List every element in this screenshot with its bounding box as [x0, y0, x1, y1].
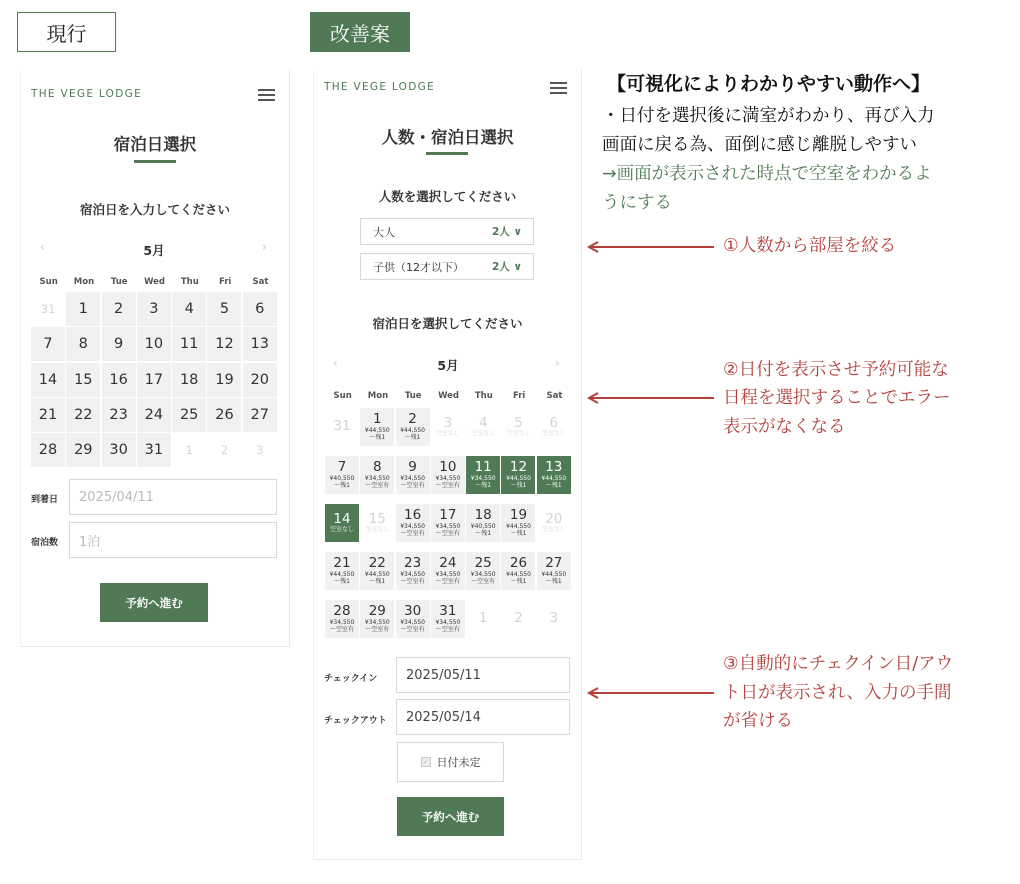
calendar-day[interactable]: 31 [137, 433, 171, 467]
day-status: 〜空室有 [365, 626, 390, 634]
day-price: ¥44,550 [329, 571, 355, 579]
calendar-day[interactable] [431, 552, 465, 590]
day-price: ¥34,550 [364, 619, 390, 627]
day-status: 空室なし [506, 430, 531, 438]
calendar-day[interactable] [431, 504, 465, 542]
calendar-day[interactable] [396, 504, 430, 542]
day-number: 31 [439, 602, 457, 619]
weekday-label: Sat [252, 277, 269, 287]
calendar-day[interactable]: 21 [31, 398, 65, 432]
calendar-grid [325, 408, 571, 638]
calendar-month: 5月 [437, 358, 459, 373]
calendar-day[interactable]: 10 [137, 327, 171, 361]
child-value: 2人 ∨ [492, 261, 522, 273]
day-price: ¥34,550 [400, 475, 425, 483]
day-status: 〜空室有 [400, 626, 425, 634]
day-status: 〜空室有 [400, 530, 425, 538]
day-number: 27 [545, 554, 563, 571]
day-status: 空室なし [541, 430, 566, 438]
day-status: 空室なし [435, 430, 460, 438]
checkout-input[interactable]: 2025/05/14 [396, 699, 570, 735]
day-price: ¥44,550 [541, 571, 567, 579]
day-status: 〜空室有 [435, 626, 460, 634]
weekday-label: Mon [367, 391, 389, 401]
proceed-button[interactable]: 予約へ進む [397, 797, 504, 836]
calendar-day[interactable]: 26 [207, 398, 241, 432]
day-price: ¥44,550 [541, 475, 567, 483]
day-number: 31 [333, 418, 351, 435]
day-status: 空室なし [365, 526, 390, 534]
annotation-point-3-line3: が省ける [723, 711, 793, 731]
title-underline [426, 152, 468, 155]
annotation-title: 【可視化によりわかりやすい動作へ】 [607, 73, 931, 95]
day-status: 〜空室有 [471, 578, 496, 586]
day-number: 17 [439, 506, 457, 523]
calendar-day[interactable]: 6 [243, 292, 277, 326]
day-number: 16 [404, 506, 422, 523]
calendar-day[interactable] [396, 552, 430, 590]
day-status: 〜残1 [369, 434, 386, 442]
day-status: 〜空室有 [329, 626, 354, 634]
calendar-day[interactable] [396, 456, 430, 494]
calendar-day[interactable]: 20 [243, 363, 277, 397]
day-status: 空室なし [471, 430, 496, 438]
title-underline [134, 160, 176, 163]
calendar-day [501, 600, 535, 638]
weekday-header [325, 391, 572, 401]
calendar-day [537, 408, 571, 446]
child-select[interactable] [360, 253, 534, 280]
day-number: 29 [368, 602, 386, 619]
day-price: ¥34,550 [400, 571, 425, 579]
weekday-label: Fri [218, 277, 232, 287]
day-price: ¥34,550 [470, 475, 496, 483]
calendar-day: 31 [40, 302, 56, 316]
weekday-label: Wed [144, 277, 165, 287]
day-number: 19 [509, 506, 528, 523]
day-price: ¥44,550 [506, 571, 531, 579]
day-number: 2 [514, 610, 523, 627]
weekday-label: Fri [512, 391, 526, 401]
calendar-day[interactable]: 11 [172, 327, 206, 361]
calendar-day [537, 600, 571, 638]
day-number: 24 [439, 554, 457, 571]
day-price: ¥40,550 [470, 523, 496, 531]
calendar-day[interactable]: 17 [137, 363, 171, 397]
calendar-day: 1 [185, 443, 193, 458]
calendar-day[interactable] [537, 552, 571, 590]
day-number: 14 [333, 510, 351, 527]
day-price: ¥34,550 [435, 571, 461, 579]
day-number: 25 [474, 554, 492, 571]
day-price: ¥44,550 [400, 427, 425, 435]
arrival-date-input[interactable]: 2025/04/11 [69, 479, 277, 515]
nights-label: 宿泊数 [31, 538, 59, 548]
calendar-day [501, 408, 535, 446]
day-status: 〜残1 [475, 482, 492, 490]
day-number: 3 [443, 414, 453, 431]
logo[interactable]: THE VEGE LODGE [31, 88, 143, 100]
day-status: 〜残1 [334, 482, 350, 490]
calendar-day[interactable]: 7 [31, 327, 65, 361]
adult-label: 大人 [373, 225, 395, 239]
calendar-day[interactable]: 9 [102, 327, 136, 361]
calendar-day[interactable]: 30 [102, 433, 136, 467]
calendar-day[interactable]: 28 [31, 433, 65, 467]
weekday-label: Thu [180, 277, 199, 287]
logo[interactable]: THE VEGE LODGE [324, 81, 436, 93]
calendar-day[interactable] [466, 504, 500, 542]
calendar-day: 3 [256, 443, 264, 458]
calendar-day[interactable] [325, 552, 359, 590]
day-number: 8 [373, 458, 382, 475]
day-number: 3 [549, 610, 559, 627]
day-status: 空室なし [329, 526, 354, 534]
current-label: 現行 [17, 12, 116, 52]
calendar-day[interactable] [396, 408, 430, 446]
calendar-day[interactable] [431, 456, 465, 494]
day-price: ¥44,550 [364, 427, 390, 435]
day-status: 〜空室有 [435, 482, 460, 490]
prev-month-icon[interactable]: ‹ [333, 356, 338, 370]
day-number: 9 [408, 458, 417, 475]
next-month-icon[interactable]: › [555, 356, 560, 370]
day-status: 〜空室有 [435, 530, 460, 538]
calendar-day[interactable]: 22 [66, 398, 100, 432]
child-label: 子供（12才以下） [373, 260, 464, 274]
day-number: 15 [368, 510, 386, 527]
adult-select[interactable] [360, 218, 534, 245]
calendar-day[interactable] [431, 600, 465, 638]
calendar-day[interactable]: 23 [102, 398, 136, 432]
annotation-problem-1: ・日付を選択後に満室がわかり、再び入力 [602, 106, 935, 126]
day-number: 12 [509, 458, 528, 475]
day-price: ¥34,550 [400, 619, 425, 627]
calendar-day[interactable] [466, 552, 500, 590]
arrow-left-icon [586, 241, 714, 253]
day-status: 〜空室有 [400, 482, 425, 490]
calendar-day [466, 408, 500, 446]
calendar-day[interactable] [501, 456, 535, 494]
annotation-point-2-line3: 表示がなくなる [723, 417, 846, 437]
day-number: 22 [368, 554, 386, 571]
calendar-day[interactable] [360, 456, 394, 494]
day-price: ¥34,550 [470, 571, 496, 579]
day-status: 〜残1 [545, 578, 562, 586]
day-price: ¥44,550 [506, 475, 531, 483]
calendar-day[interactable] [360, 600, 394, 638]
weekday-label: Sun [39, 277, 58, 287]
day-number: 21 [333, 554, 351, 571]
calendar-day [431, 408, 465, 446]
calendar-day[interactable]: 1 [66, 292, 100, 326]
annotation-point-3-line1: ③自動的にチェクイン日/アウ [723, 654, 954, 674]
day-number: 1 [478, 610, 488, 627]
calendar-day[interactable]: 5 [207, 292, 241, 326]
calendar-day[interactable] [501, 504, 535, 542]
calendar-day[interactable] [325, 504, 359, 542]
annotation-point-3-line2: ト日が表示され、入力の手間 [723, 683, 952, 703]
day-status: 〜残1 [510, 530, 527, 538]
day-status: 〜残1 [475, 530, 492, 538]
annotation-solution-1: →画面が表示された時点で空室をわかるよ [602, 164, 932, 184]
day-price: ¥44,550 [364, 571, 390, 579]
calendar-day[interactable] [360, 552, 394, 590]
annotation-point-2-line1: ②日付を表示させ予約可能な [723, 360, 949, 380]
improved-label: 改善案 [310, 12, 410, 52]
day-status: 〜空室有 [400, 578, 425, 586]
weekday-label: Mon [73, 277, 95, 287]
annotation-point-1: ①人数から部屋を絞る [723, 236, 897, 256]
day-status: 〜残1 [404, 434, 421, 442]
calendar-day[interactable]: 18 [172, 363, 206, 397]
hamburger-menu-icon[interactable] [550, 82, 567, 94]
day-price: ¥40,550 [329, 475, 355, 483]
people-subtitle: 人数を選択してください [378, 189, 517, 204]
calendar-day[interactable]: 14 [31, 363, 65, 397]
day-status: 〜空室有 [365, 482, 390, 490]
day-price: ¥34,550 [435, 523, 461, 531]
day-number: 23 [404, 554, 422, 571]
proceed-button[interactable]: 予約へ進む [100, 583, 208, 622]
calendar-day[interactable]: 27 [243, 398, 277, 432]
day-number: 18 [474, 506, 492, 523]
date-undecided-checkbox[interactable] [397, 742, 504, 782]
day-number: 20 [545, 510, 563, 527]
page-title: 人数・宿泊日選択 [381, 128, 514, 147]
day-status: 〜残1 [334, 578, 350, 586]
weekday-label: Sun [333, 391, 352, 401]
day-number: 13 [545, 458, 563, 475]
calendar-day: 2 [220, 443, 229, 458]
calendar-day[interactable] [325, 600, 359, 638]
day-price: ¥44,550 [506, 523, 531, 531]
checkin-input[interactable]: 2025/05/11 [396, 657, 570, 693]
calendar-day[interactable]: 15 [66, 363, 100, 397]
day-number: 26 [509, 554, 528, 571]
day-number: 7 [337, 458, 347, 475]
weekday-header [31, 277, 278, 287]
day-number: 4 [478, 414, 488, 431]
calendar-day[interactable]: 2 [102, 292, 136, 326]
calendar-day[interactable]: 12 [207, 327, 241, 361]
calendar-day[interactable] [396, 600, 430, 638]
calendar-day[interactable]: 25 [172, 398, 206, 432]
calendar-day[interactable]: 4 [172, 292, 206, 326]
calendar-day[interactable]: 13 [243, 327, 277, 361]
day-status: 空室なし [541, 526, 566, 534]
calendar-day [360, 504, 394, 542]
day-status: 〜残1 [369, 578, 386, 586]
date-subtitle: 宿泊日を選択してください [372, 316, 523, 331]
day-price: ¥34,550 [329, 619, 355, 627]
prev-month-icon[interactable]: ‹ [40, 240, 45, 254]
calendar-day [466, 600, 500, 638]
calendar-day [325, 408, 359, 446]
calendar-grid [31, 292, 277, 467]
calendar-day[interactable]: 16 [102, 363, 136, 397]
nights-input[interactable]: 1泊 [69, 522, 277, 558]
day-price: ¥34,550 [435, 619, 461, 627]
checkout-label: チェックアウト [324, 716, 387, 726]
weekday-label: Tue [404, 391, 422, 401]
day-number: 11 [474, 458, 492, 475]
annotation-problem-2: 画面に戻る為、面倒に感じ離脱しやすい [602, 135, 917, 155]
weekday-label: Wed [438, 391, 459, 401]
calendar-day[interactable]: 8 [66, 327, 100, 361]
day-status: 〜残1 [545, 482, 562, 490]
day-status: 〜残1 [510, 482, 527, 490]
arrow-left-icon [586, 392, 714, 404]
weekday-label: Tue [110, 277, 128, 287]
weekday-label: Thu [474, 391, 493, 401]
calendar-day[interactable] [501, 552, 535, 590]
arrival-label: 到着日 [31, 495, 59, 505]
next-month-icon[interactable]: › [262, 240, 267, 254]
section-subtitle: 宿泊日を入力してください [79, 202, 230, 217]
day-number: 5 [514, 414, 523, 431]
page-title: 宿泊日選択 [113, 135, 197, 154]
day-price: ¥34,550 [435, 475, 461, 483]
day-price: ¥34,550 [400, 523, 425, 531]
checkbox-icon[interactable]: ✓ [421, 757, 431, 767]
annotation-point-2-line2: 日程を選択することでエラー [723, 388, 951, 408]
calendar-day[interactable]: 29 [66, 433, 100, 467]
day-number: 6 [549, 414, 559, 431]
weekday-label: Sat [546, 391, 563, 401]
day-number: 28 [333, 602, 351, 619]
day-number: 30 [404, 602, 422, 619]
calendar-day[interactable] [466, 456, 500, 494]
day-number: 2 [408, 410, 417, 427]
arrow-left-icon [586, 687, 714, 699]
calendar-day[interactable] [325, 456, 359, 494]
date-undecided-label: 日付未定 [436, 756, 481, 769]
calendar-day[interactable] [360, 408, 394, 446]
calendar-day[interactable]: 3 [137, 292, 171, 326]
calendar-day [537, 504, 571, 542]
checkin-label: チェックイン [324, 674, 378, 684]
annotation-solution-2: うにする [602, 193, 672, 213]
day-status: 〜空室有 [435, 578, 460, 586]
hamburger-menu-icon[interactable] [258, 89, 275, 101]
calendar-day[interactable]: 24 [137, 398, 171, 432]
day-price: ¥34,550 [364, 475, 390, 483]
calendar-day[interactable]: 19 [207, 363, 241, 397]
day-status: 〜残1 [510, 578, 527, 586]
adult-value: 2人 ∨ [492, 226, 522, 238]
day-number: 1 [373, 410, 382, 427]
calendar-day[interactable] [537, 456, 571, 494]
calendar-month: 5月 [143, 243, 165, 258]
day-number: 10 [439, 458, 457, 475]
